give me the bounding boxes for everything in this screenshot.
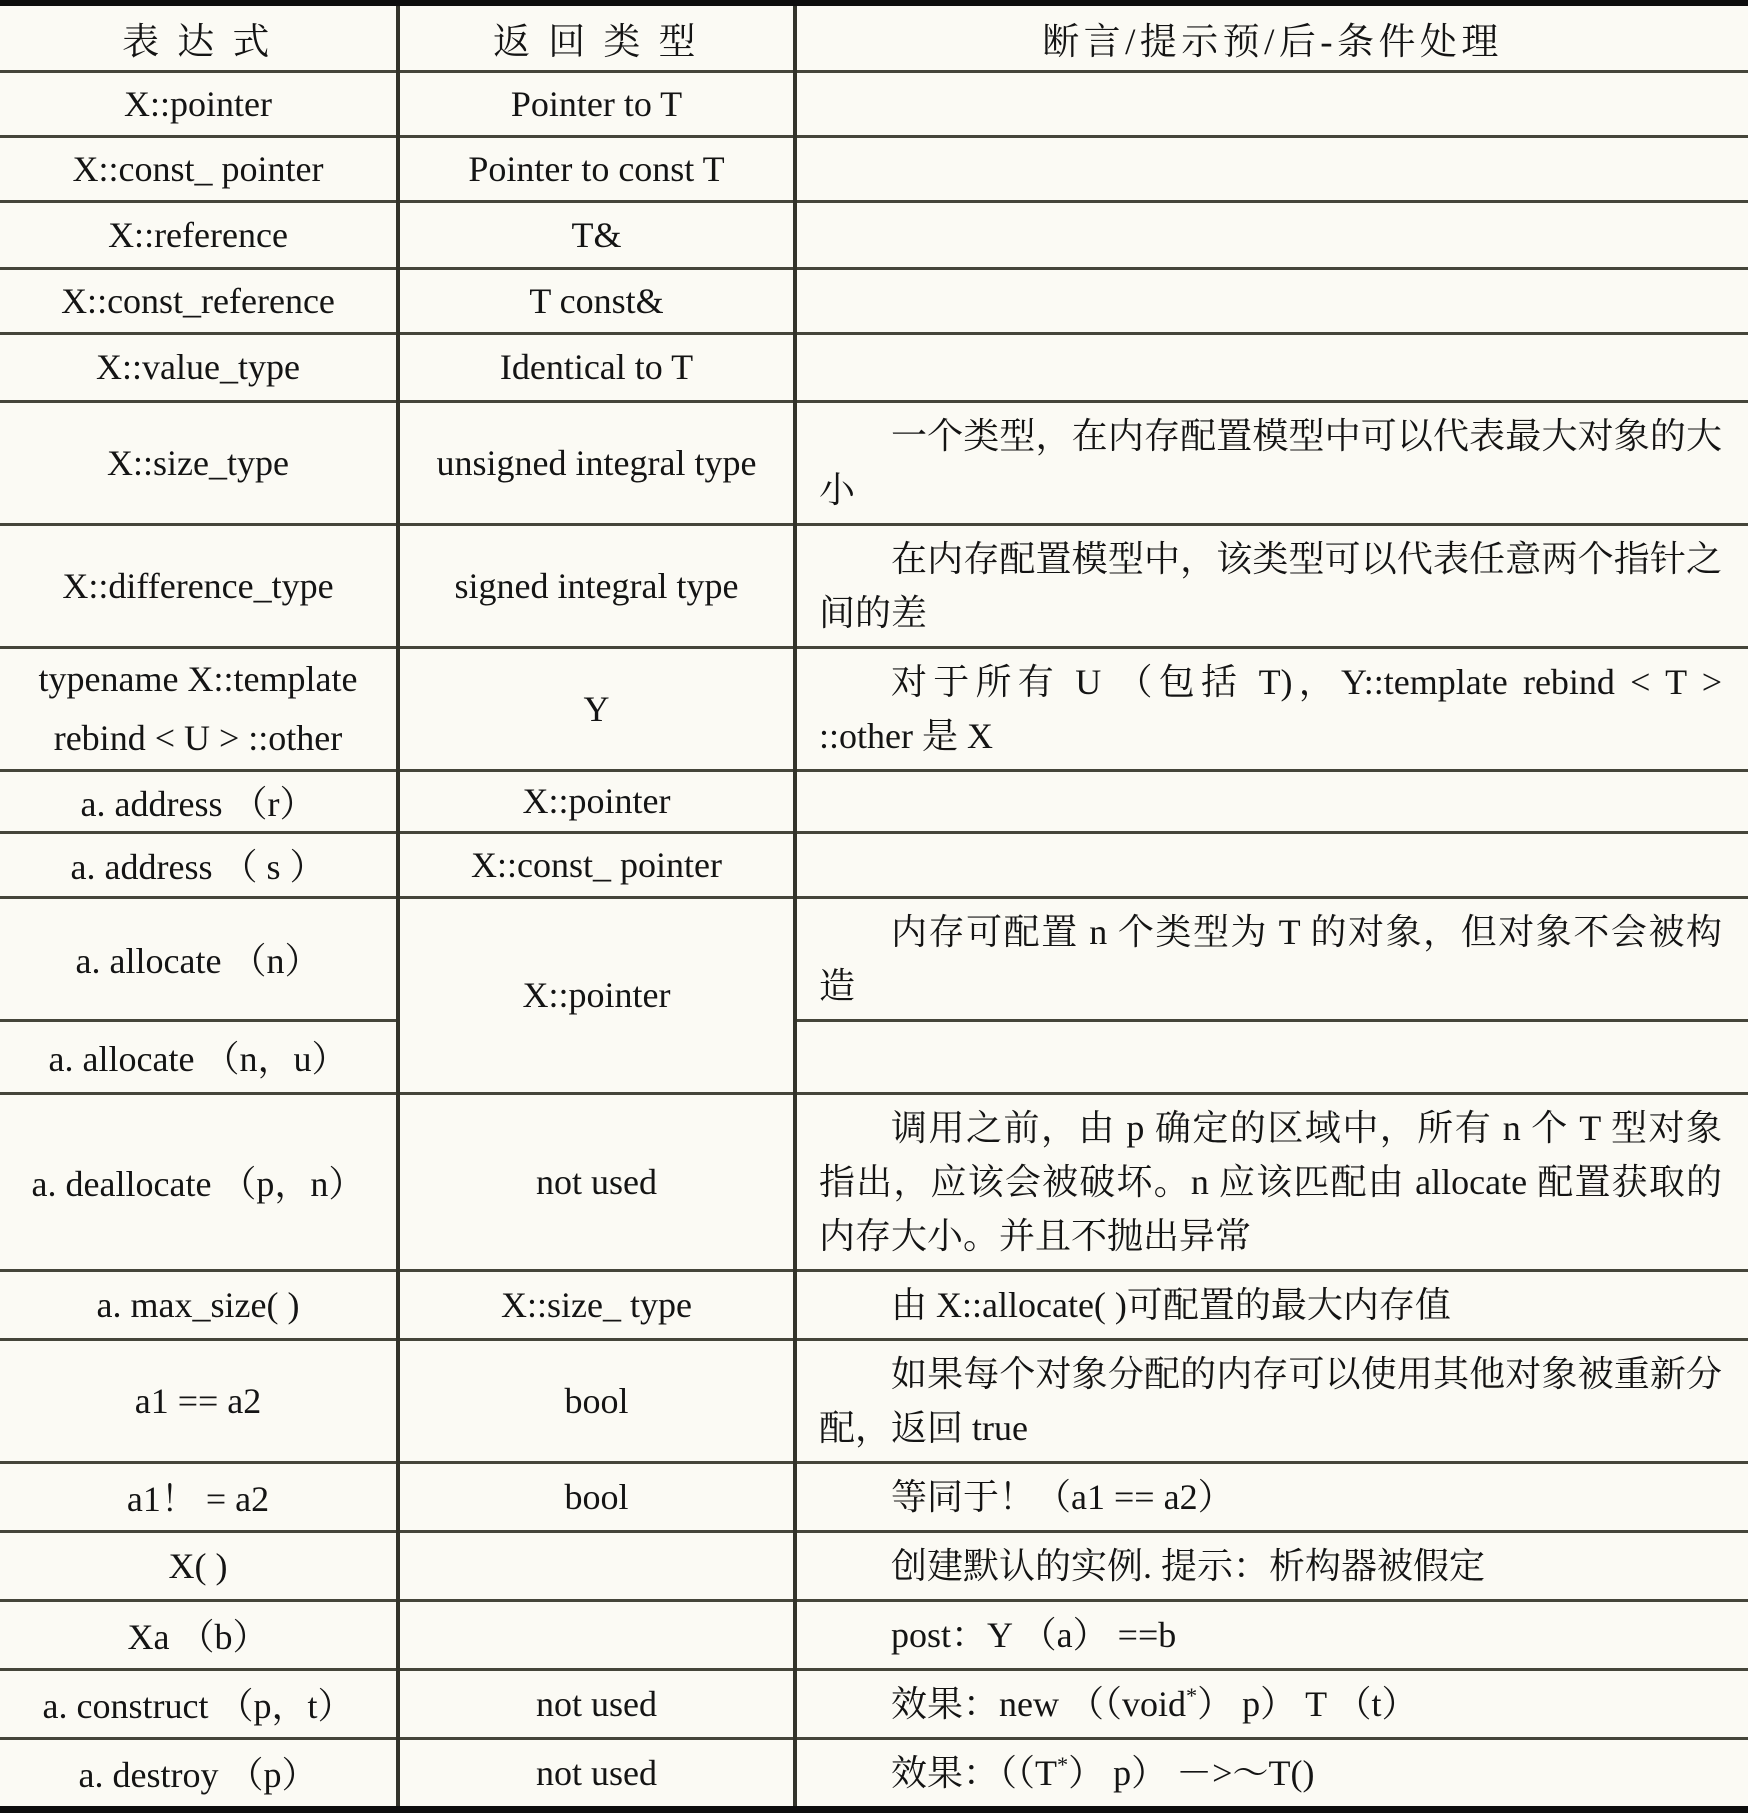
row-xa-b [0, 1600, 1748, 1669]
condition-cell [795, 201, 1748, 268]
condition-cell: 等同于！（a1 == a2） [795, 1462, 1748, 1531]
row-allocate-n-u [0, 1020, 1748, 1093]
condition-cell [795, 333, 1748, 401]
expression-cell [0, 647, 398, 770]
condition-text: 效果：new （（void [891, 1683, 1186, 1724]
return-type-cell: X::const_ pointer [398, 832, 795, 897]
expression-cell: a. address （ s ） [0, 832, 398, 897]
condition-cell: post：Y （a） ==b [795, 1600, 1748, 1669]
condition-cell: 内存可配置 n 个类型为 T 的对象，但对象不会被构造 [795, 897, 1748, 1020]
row-x-default-ctor [0, 1531, 1748, 1600]
row-max-size [0, 1270, 1748, 1339]
expression-cell: a. destroy （p） [0, 1738, 398, 1809]
row-x-value-type [0, 333, 1748, 401]
row-x-difference-type [0, 524, 1748, 647]
return-type-cell: not used [398, 1093, 795, 1270]
row-template-rebind [0, 647, 1748, 770]
condition-cell: 如果每个对象分配的内存可以使用其他对象被重新分配，返回 true [795, 1339, 1748, 1462]
return-type-cell: not used [398, 1669, 795, 1738]
expression-cell: a. deallocate （p，n） [0, 1093, 398, 1270]
return-type-cell [398, 1600, 795, 1669]
expression-cell: X::value_type [0, 333, 398, 401]
condition-cell [795, 1669, 1748, 1738]
column-header-condition: 断言/提示预/后-条件处理 [795, 3, 1748, 71]
condition-cell [795, 136, 1748, 201]
expression-cell: X::difference_type [0, 524, 398, 647]
expression-cell: X::const_reference [0, 268, 398, 333]
expression-cell: Xa （b） [0, 1600, 398, 1669]
row-x-const-reference [0, 268, 1748, 333]
return-type-cell: T const& [398, 268, 795, 333]
expression-cell: a1 == a2 [0, 1339, 398, 1462]
expression-cell: X::const_ pointer [0, 136, 398, 201]
return-type-cell: bool [398, 1462, 795, 1531]
row-a1-equals-a2 [0, 1339, 1748, 1462]
condition-cell [795, 1738, 1748, 1809]
condition-cell: 创建默认的实例. 提示：析构器被假定 [795, 1531, 1748, 1600]
superscript-asterisk: * [1185, 1682, 1198, 1708]
row-address-s [0, 832, 1748, 897]
condition-cell: 调用之前，由 p 确定的区域中，所有 n 个 T 型对象指出，应该会被破坏。n 应该匹配由 allocate 配置获取的内存大小。并且不抛出异常 [795, 1093, 1748, 1270]
return-type-cell: bool [398, 1339, 795, 1462]
return-type-cell: unsigned integral type [398, 401, 795, 524]
expression-cell: X::reference [0, 201, 398, 268]
expression-cell: X::pointer [0, 71, 398, 136]
condition-text: ） p） T （t） [1197, 1683, 1418, 1724]
row-a1-not-equals-a2 [0, 1462, 1748, 1531]
condition-text: ） p） －>～T() [1068, 1752, 1315, 1793]
row-x-reference [0, 201, 1748, 268]
condition-cell: 对于所有 U （包括 T)，Y::template rebind < T > ::other 是 X [795, 647, 1748, 770]
condition-cell [795, 268, 1748, 333]
header-row [0, 3, 1748, 71]
expression-cell: a. allocate （n） [0, 897, 398, 1020]
return-type-cell-merged: X::pointer [398, 897, 795, 1093]
row-x-pointer [0, 71, 1748, 136]
condition-cell: 在内存配置模型中，该类型可以代表任意两个指针之间的差 [795, 524, 1748, 647]
expression-cell: X::size_type [0, 401, 398, 524]
return-type-cell: X::pointer [398, 770, 795, 832]
row-x-const-pointer [0, 136, 1748, 201]
expression-cell: a1！ = a2 [0, 1462, 398, 1531]
row-destroy-p [0, 1738, 1748, 1809]
condition-cell [795, 770, 1748, 832]
expression-cell: a. address （r） [0, 770, 398, 832]
row-address-r [0, 770, 1748, 832]
return-type-cell: Y [398, 647, 795, 770]
expression-cell: X( ) [0, 1531, 398, 1600]
condition-cell [795, 1020, 1748, 1093]
expression-line-1: typename X::template [38, 659, 358, 700]
row-deallocate-p-n [0, 1093, 1748, 1270]
return-type-cell: T& [398, 201, 795, 268]
expression-cell: a. max_size( ) [0, 1270, 398, 1339]
return-type-cell: not used [398, 1738, 795, 1809]
column-header-expression: 表 达 式 [0, 3, 398, 71]
condition-text: 效果：（（T [891, 1752, 1057, 1793]
return-type-cell: X::size_ type [398, 1270, 795, 1339]
return-type-cell: signed integral type [398, 524, 795, 647]
row-allocate-n [0, 897, 1748, 1020]
return-type-cell: Pointer to T [398, 71, 795, 136]
row-x-size-type [0, 401, 1748, 524]
expression-cell: a. allocate （n，u） [0, 1020, 398, 1093]
return-type-cell [398, 1531, 795, 1600]
expression-line-2: rebind < U > ::other [53, 717, 343, 758]
superscript-asterisk: * [1057, 1751, 1069, 1777]
condition-cell: 由 X::allocate( )可配置的最大内存值 [795, 1270, 1748, 1339]
column-header-return-type: 返 回 类 型 [398, 3, 795, 71]
condition-cell [795, 832, 1748, 897]
return-type-cell: Identical to T [398, 333, 795, 401]
condition-cell: 一个类型，在内存配置模型中可以代表最大对象的大小 [795, 401, 1748, 524]
condition-cell [795, 71, 1748, 136]
expression-cell: a. construct （p，t） [0, 1669, 398, 1738]
return-type-cell: Pointer to const T [398, 136, 795, 201]
row-construct-p-t [0, 1669, 1748, 1738]
